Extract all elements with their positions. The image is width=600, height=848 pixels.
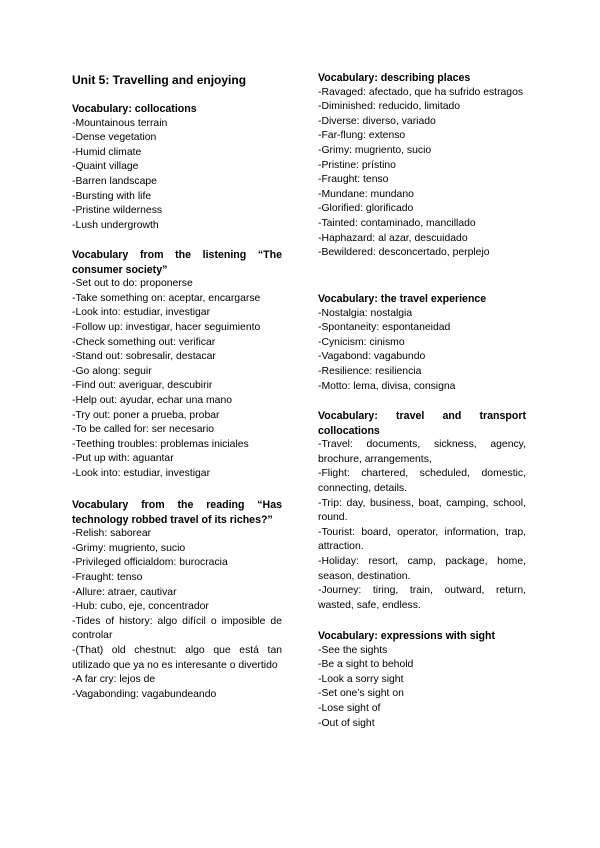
- list-item: -Follow up: investigar, hacer seguimiento: [72, 321, 261, 333]
- travel-experience-section: [318, 292, 526, 394]
- section-heading: Vocabulary from the listening “The consumer society”: [72, 249, 282, 276]
- list-item: -Vagabonding: vagabundeando: [72, 688, 217, 700]
- list-item: -Set out to do: proponerse: [72, 278, 193, 290]
- list-item: -Pristine wilderness: [72, 205, 163, 217]
- list-item: -Pristine: prístino: [318, 159, 396, 171]
- transport-collocations-section: [318, 409, 526, 613]
- list-item: -Tourist: board, operator, information, trap, attraction.: [318, 526, 526, 553]
- list-item: -Allure: atraer, cautivar: [72, 586, 177, 598]
- list-item: -Teething troubles: problemas iniciales: [72, 438, 249, 450]
- list-item: -A far cry: lejos de: [72, 674, 156, 686]
- list-item: -Privileged officialdom: burocracia: [72, 557, 228, 569]
- section-heading: Vocabulary: describing places: [318, 72, 471, 84]
- list-item: -Vagabond: vagabundo: [318, 351, 426, 363]
- list-item: -Fraught: tenso: [72, 571, 143, 583]
- list-item: -Flight: chartered, scheduled, domestic, connecting, details.: [318, 468, 526, 494]
- list-item: -Set one’s sight on: [318, 688, 404, 700]
- list-item: -Go along: seguir: [72, 365, 152, 377]
- list-item: -Resilience: resiliencia: [318, 365, 422, 377]
- section-heading: Vocabulary: travel and transport collocations: [318, 410, 526, 437]
- list-item: -Find out: averiguar, descubirir: [72, 380, 213, 392]
- list-item: -Haphazard: al azar, descuidado: [318, 232, 468, 244]
- list-item: -Mountainous terrain: [72, 117, 168, 129]
- list-item: -Quaint village: [72, 161, 139, 173]
- reading-section: [72, 498, 282, 702]
- list-item: -Hub: cubo, eje, concentrador: [72, 601, 209, 613]
- list-item: -Check something out: verificar: [72, 336, 216, 348]
- section-heading: Vocabulary: the travel experience: [318, 293, 487, 305]
- section-heading: Vocabulary: expressions with sight: [318, 630, 495, 642]
- collocations-section: [72, 102, 282, 233]
- list-item: -Put up with: aguantar: [72, 453, 174, 465]
- list-item: -Tides of history: algo difícil o imposible de controlar: [72, 615, 282, 642]
- section-heading: Vocabulary from the reading “Has technology robbed travel of its riches?”: [72, 499, 282, 526]
- list-item: -Nostalgia: nostalgia: [318, 307, 413, 319]
- list-item: -Relish: saborear: [72, 528, 152, 540]
- listening-section: [72, 248, 282, 482]
- list-item: -To be called for: ser necesario: [72, 424, 215, 436]
- list-item: -Mundane: mundano: [318, 188, 414, 200]
- list-item: -Take something on: aceptar, encargarse: [72, 292, 261, 304]
- expressions-sight-section: [318, 629, 526, 731]
- list-item: -See the sights: [318, 644, 388, 656]
- list-item: -Try out: poner a prueba, probar: [72, 409, 220, 421]
- list-item: -Barren landscape: [72, 175, 157, 187]
- list-item: -Lush undergrowth: [72, 219, 159, 231]
- section-heading: Vocabulary: collocations: [72, 103, 197, 115]
- list-item: -Trip: day, business, boat, camping, school, round.: [318, 497, 526, 524]
- list-item: -Out of sight: [318, 717, 375, 729]
- list-item: -Journey: tiring, train, outward, return, wasted, safe, endless.: [318, 585, 526, 611]
- list-item: -Glorified: glorificado: [318, 203, 414, 215]
- list-item: -Ravaged: afectado, que ha sufrido estragos: [318, 86, 524, 98]
- list-item: -Bewildered: desconcertado, perplejo: [318, 247, 490, 259]
- list-item: -Bursting with life: [72, 190, 152, 202]
- list-item: -Help out: ayudar, echar una mano: [72, 394, 232, 406]
- describing-places-section: [318, 71, 526, 261]
- page-title: Unit 5: Travelling and enjoying: [72, 73, 247, 87]
- list-item: -Cynicism: cinismo: [318, 336, 405, 348]
- list-item: -Travel: documents, sickness, agency, brochure, arrangements,: [318, 439, 526, 465]
- list-item: -Stand out: sobresalir, destacar: [72, 351, 216, 363]
- list-item: -Holiday: resort, camp, package, home, season, destination.: [318, 555, 526, 582]
- list-item: -Look into: estudiar, investigar: [72, 467, 211, 479]
- list-item: -Spontaneity: espontaneidad: [318, 322, 451, 334]
- list-item: -Grimy: mugriento, sucio: [318, 144, 432, 156]
- list-item: -Lose sight of: [318, 702, 381, 714]
- list-item: -Dense vegetation: [72, 132, 157, 144]
- list-item: -Look into: estudiar, investigar: [72, 307, 211, 319]
- list-item: -Be a sight to behold: [318, 659, 414, 671]
- list-item: -Diminished: reducido, limitado: [318, 101, 461, 113]
- list-item: -Tainted: contaminado, mancillado: [318, 217, 476, 229]
- list-item: -Grimy: mugriento, sucio: [72, 542, 186, 554]
- list-item: -Humid climate: [72, 146, 142, 158]
- list-item: -Fraught: tenso: [318, 174, 389, 186]
- list-item: -Far-flung: extenso: [318, 130, 406, 142]
- list-item: -Look a sorry sight: [318, 673, 404, 685]
- list-item: -Motto: lema, divisa, consigna: [318, 380, 456, 392]
- list-item: -Diverse: diverso, variado: [318, 115, 436, 127]
- list-item: -(That) old chestnut: algo que está tan utilizado que ya no es interesante o divertido: [72, 644, 282, 671]
